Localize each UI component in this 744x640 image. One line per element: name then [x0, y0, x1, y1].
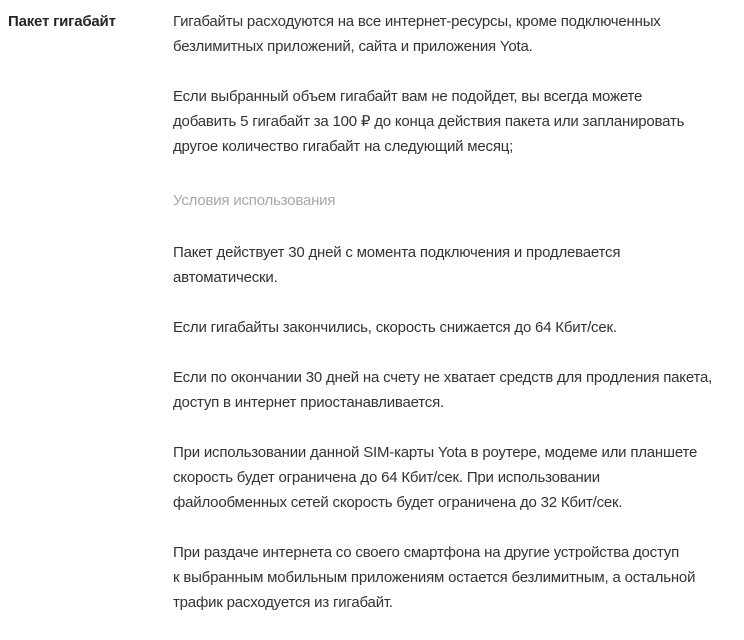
- content-column: [173, 9, 744, 640]
- paragraph-add-gigabytes: Если выбранный объем гигабайт вам не подойдет, вы всегда можете добавить 5 гигабайт за 100 ₽ до конца действия пакета или запланировать другое количество гигабайт на следующий месяц;: [173, 88, 685, 155]
- paragraph-insufficient-funds: Если по окончании 30 дней на счету не хватает средств для продления пакета, доступ в интернет приостанавливается.: [173, 369, 713, 411]
- label-column: [0, 9, 173, 34]
- terms-of-use-subheading: Условия использования: [173, 192, 336, 209]
- paragraph-tethering-traffic: При раздаче интернета со своего смартфона на другие устройства доступ к выбранным мобильным приложениям остается безлимитным, а остальной трафик расходуется из гигабайт.: [173, 544, 696, 611]
- paragraph-speed-reduction: Если гигабайты закончились, скорость снижается до 64 Кбит/сек.: [173, 319, 617, 336]
- paragraph-sim-in-router-speed-limit: При использовании данной SIM-карты Yota в роутере, модеме или планшете скорость будет ограничена до 64 Кбит/сек. При использовании файлообменных сетей скорость будет ограничена до 32 Кбит/сек.: [173, 444, 698, 511]
- paragraph-gigabytes-usage: Гигабайты расходуются на все интернет-ресурсы, кроме подключенных безлимитных приложений, сайта и приложения Yota.: [173, 13, 661, 55]
- section-title: Пакет гигабайт: [8, 13, 116, 30]
- paragraph-package-duration: Пакет действует 30 дней с момента подключения и продлевается автоматически.: [173, 244, 621, 286]
